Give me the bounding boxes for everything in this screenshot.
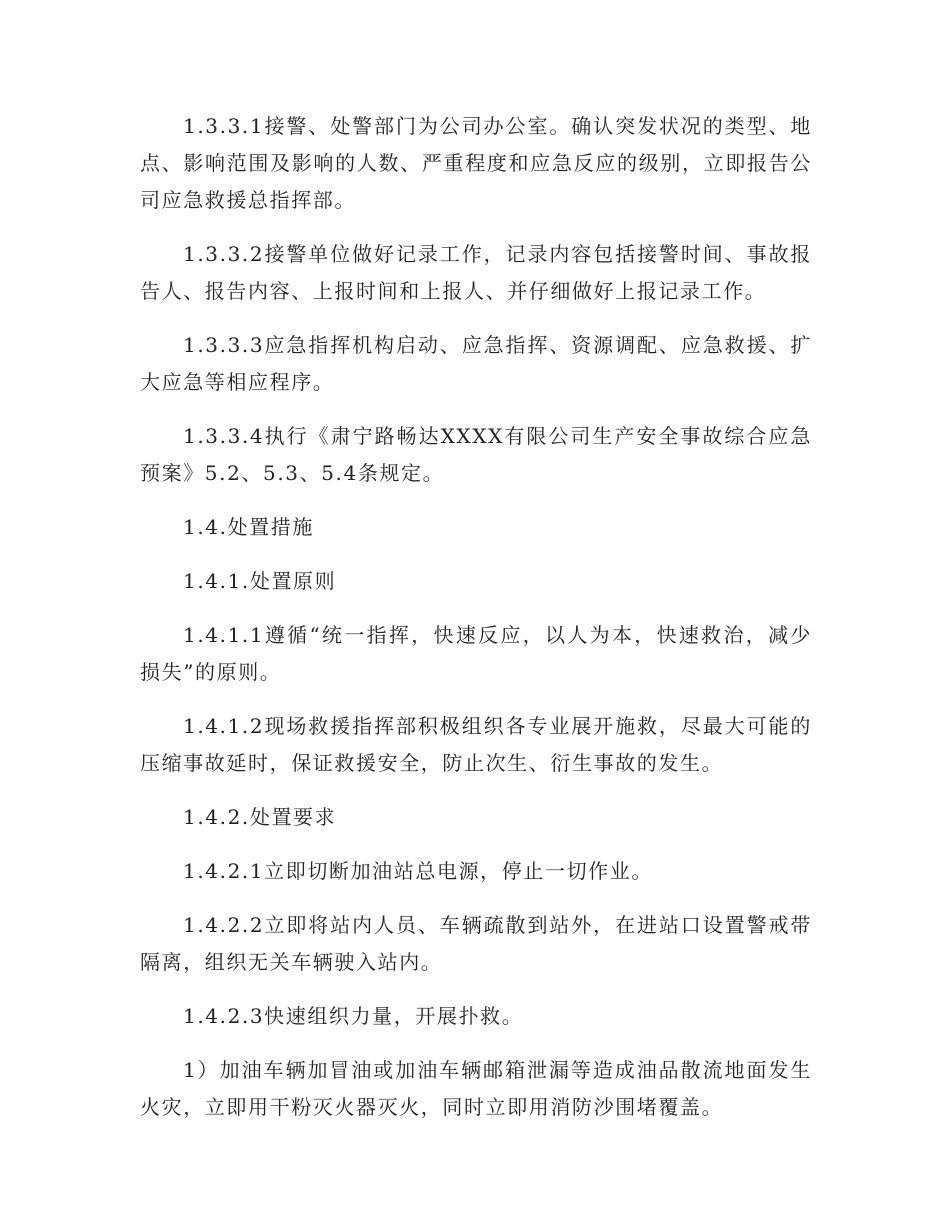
paragraph-1-4-2-3: 1.4.2.3快速组织力量，开展扑救。 bbox=[183, 1004, 524, 1028]
document-body bbox=[140, 108, 812, 1143]
list-item-1: 1）加油车辆加冒油或加油车辆邮箱泄漏等造成油品散流地面发生火灾，立即用干粉灭火器灭火，同时立即用消防沙围堵覆盖。 bbox=[140, 1058, 812, 1119]
section-heading-1-4: 1.4.处置措施 bbox=[183, 515, 314, 539]
section-heading-1-4-1: 1.4.1.处置原则 bbox=[183, 569, 337, 593]
paragraph-1-4-2-1: 1.4.2.1立即切断加油站总电源，停止一切作业。 bbox=[183, 859, 653, 883]
paragraph-1-3-3-1: 1.3.3.1接警、处警部门为公司办公室。确认突发状况的类型、地点、影响范围及影响的人数、严重程度和应急反应的级别，立即报告公司应急救援总指挥部。 bbox=[140, 114, 812, 212]
paragraph-1-3-3-2: 1.3.3.2接警单位做好记录工作，记录内容包括接警时间、事故报告人、报告内容、上报时间和上报人、并仔细做好上报记录工作。 bbox=[140, 242, 812, 303]
section-heading-1-4-2: 1.4.2.处置要求 bbox=[183, 805, 337, 829]
paragraph-1-3-3-3: 1.3.3.3应急指挥机构启动、应急指挥、资源调配、应急救援、扩大应急等相应程序。 bbox=[140, 333, 812, 394]
paragraph-1-4-2-2: 1.4.2.2立即将站内人员、车辆疏散到站外，在进站口设置警戒带隔离，组织无关车辆驶入站内。 bbox=[140, 913, 812, 974]
paragraph-1-4-1-2: 1.4.1.2现场救援指挥部积极组织各专业展开施救，尽最大可能的压缩事故延时，保证救援安全，防止次生、衍生事故的发生。 bbox=[140, 714, 812, 775]
paragraph-1-4-1-1: 1.4.1.1遵循“统一指挥，快速反应，以人为本，快速救治，减少损失”的原则。 bbox=[140, 623, 812, 684]
paragraph-1-3-3-4: 1.3.3.4执行《肃宁路畅达XXXX有限公司生产安全事故综合应急预案》5.2、5.3、5.4条规定。 bbox=[140, 424, 812, 485]
